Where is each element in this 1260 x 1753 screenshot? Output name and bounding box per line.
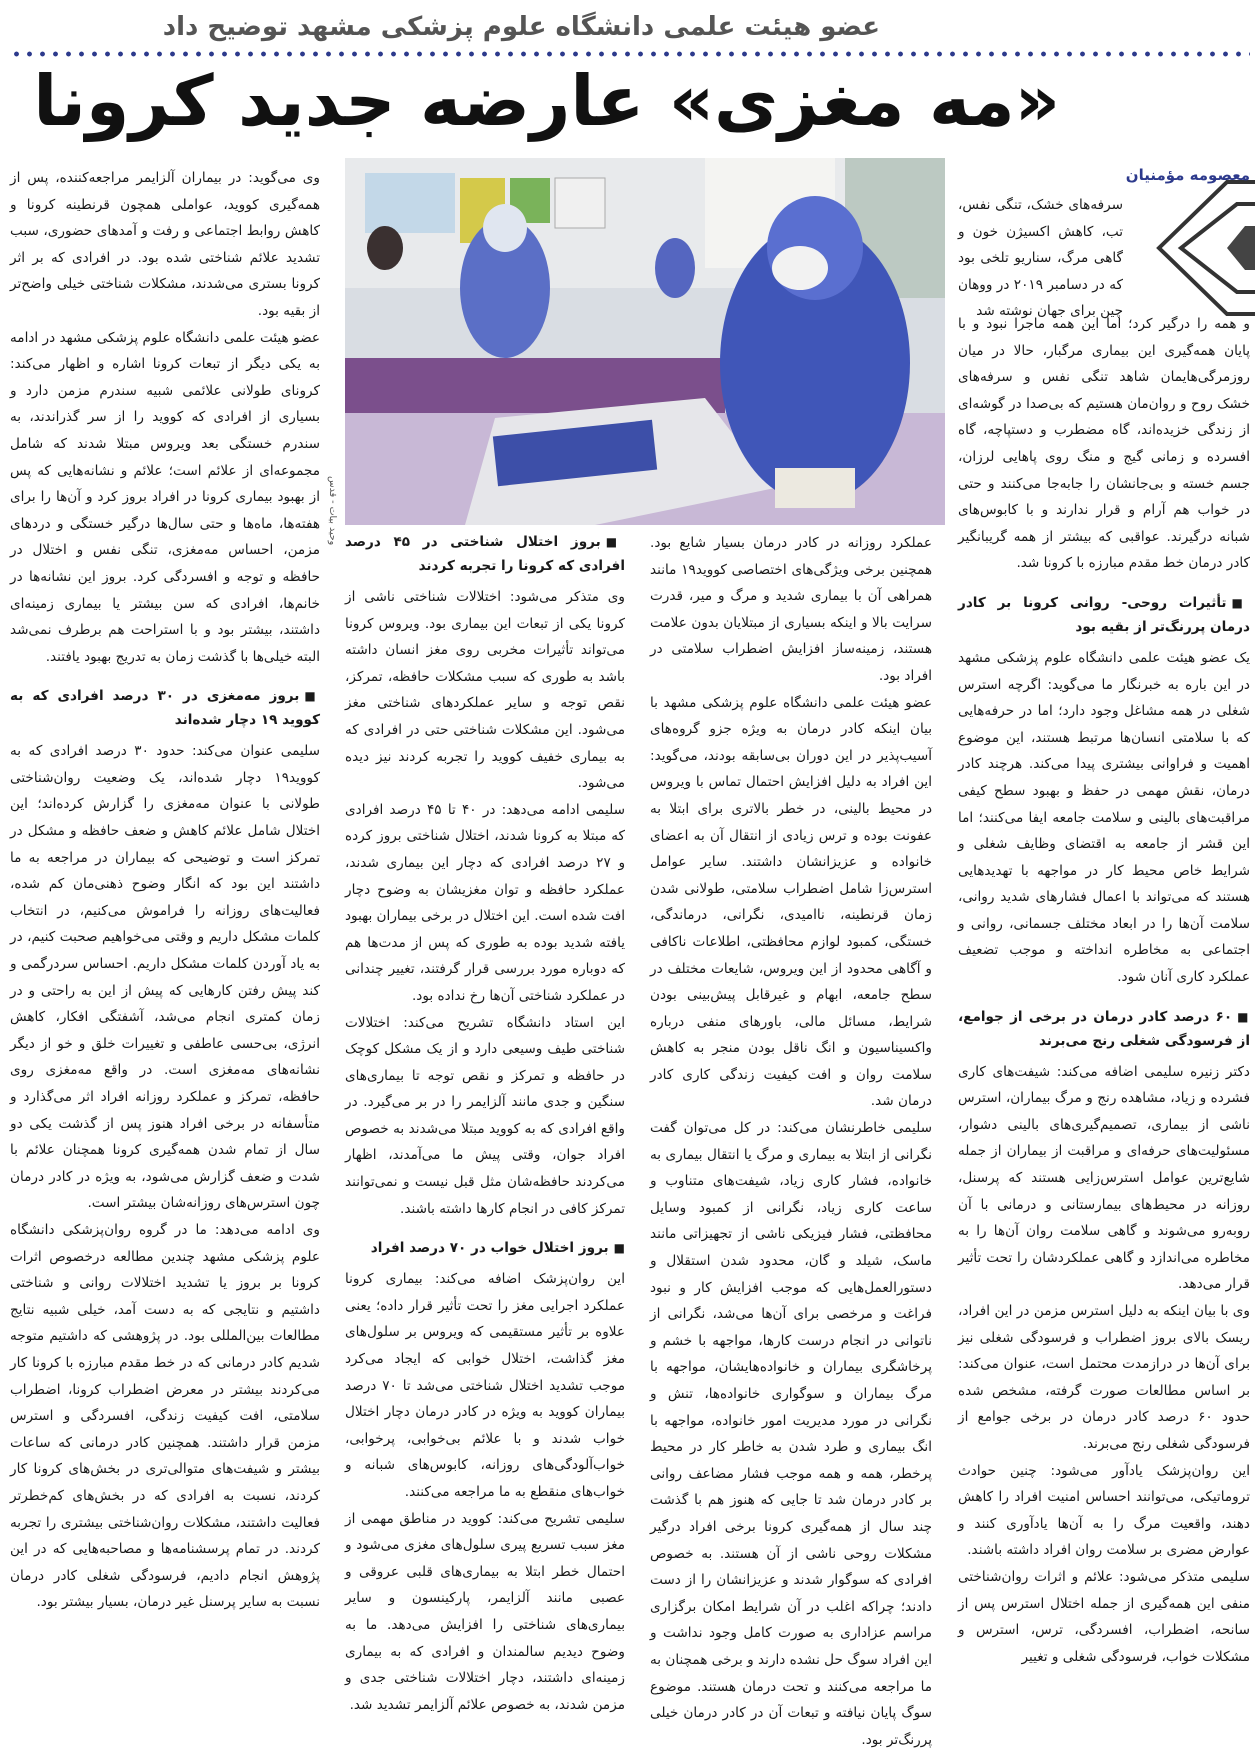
subheading: ■ ۶۰ درصد کادر درمان در برخی از جوامع، از فرسودگی شغلی رنج می‌برند [958, 1005, 1250, 1053]
paragraph: و همه را درگیر کرد؛ اما این همه ماجرا نبود و با پایان همه‌گیری این بیماری مرگبار، حالا در میان روزمرگی‌هایمان شاهد تنگی نفس و سرفه‌های خشک روح و روان‌مان هستیم که بی‌صدا در گوشه‌ای از زندگی خزیده‌اند، گاه مضطرب و دستپاچه، گاه افسرده و زمانی گیج و منگ روی پاهایی لرزان، جسم خسته و بی‌جانشان را جابه‌جا می‌کنند و حتی در خواب هم آرام و قرار ندارند و با کابوس‌های شبانه درگیرند. عواقبی که بیشتر از همه گریبانگیر کادر درمان خط مقدم مبارزه با کرونا شد. [958, 316, 1250, 572]
lead-text: سرفه‌های خشک، تنگی نفس، تب، کاهش اکسیژن خون و گاهی مرگ، سناریو تلخی بود که در دسامبر ۲۰۱۹ در ووهان چین برای جهان نوشته شد [958, 197, 1123, 320]
paragraph: یک عضو هیئت علمی دانشگاه علوم پزشکی مشهد در این باره به خبرنگار ما می‌گوید: اگرچه استرس شغلی در همه مشاغل وجود دارد؛ اما در حرفه‌هایی که با سلامتی انسان‌ها مرتبط هستند، این موضوع اهمیت و فراوانی بیشتری پیدا می‌کند. هرچند کادر درمان، نقش مهمی در حفظ و بهبود سطح کیفی مراقبت‌های بالینی و سلامت جامعه ایفا می‌کنند؛ اما این قشر از جامعه به اقتضای وظایف شغلی و شرایط خاص محیط کار در مواجهه با تهدیدهایی هستند که می‌تواند با اعمال فشارهای شدید روانی، سلامت آن‌ها را در ابعاد مختلف جسمانی، روانی و اجتماعی به مخاطره انداخته و موجب تضعیف عملکرد کاری آنان شود. [958, 649, 1250, 986]
paragraph: وی با بیان اینکه به دلیل استرس مزمن در این افراد، ریسک بالای بروز اضطراب و فرسودگی شغلی نیز برای آن‌ها در درازمدت محتمل است، عنوان می‌کند: بر اساس مطالعات صورت گرفته، مشخص شده حدود ۶۰ درصد کادر درمان در برخی جوامع از فرسودگی شغلی رنج می‌برند. [958, 1303, 1250, 1452]
column-2 [650, 530, 933, 1748]
paragraph: وی می‌گوید: در بیماران آلزایمر مراجعه‌کننده، پس از همه‌گیری کووید، عواملی همچون قرنطینه کرونا و کاهش روابط اجتماعی و رفت و آمدهای حضوری، سبب تشدید علائم شناختی شده بود. در افرادی که بر اثر کرونا بستری می‌شدند، مشکلات شناختی خیلی واضح‌تر از بقیه بود. [10, 170, 320, 319]
paragraph: عضو هیئت علمی دانشگاه علوم پزشکی مشهد با بیان اینکه کادر درمان به ویژه جزو گروه‌های آسیب‌پذیر در این دوران بی‌سابقه بودند، می‌گوید: این افراد به دلیل افزایش احتمال تماس با ویروس در محیط بالینی، در خطر بالاتری برای ابتلا به عفونت بوده و ترس زیادی از انتقال آن به اعضای خانواده و عزیزانشان داشتند. سایر عوامل استرس‌زا شامل اضطراب سلامتی، طولانی شدن زمان قرنطینه، ناامیدی، نگرانی، درماندگی، خستگی، کمبود لوازم محافظتی، اطلاعات ناکافی و آگاهی محدود از این ویروس، شایعات مختلف در سطح جامعه، ابهام و غیرقابل پیش‌بینی بودن شرایط، مسائل مالی، باورهای منفی درباره واکسیناسیون و انگ ناقل بودن منجر به کاهش سلامت روان و افت کیفیت زندگی کاری کادر درمان شد. [650, 694, 932, 1110]
paragraph: سلیمی ادامه می‌دهد: در ۴۰ تا ۴۵ درصد افرادی که مبتلا به کرونا شدند، اختلال شناختی بروز کرده و ۲۷ درصد افرادی که دچار این بیماری شدند، عملکرد حافظه و توان مغزیشان به وضوح دچار افت شده است. این اختلال در برخی بیماران بهبود یافته شدید بوده به طوری که پس از مدت‌ها هم که دوباره مورد بررسی قرار گرفتند، تغییر چندانی در عملکرد شناختی آن‌ها رخ نداده بود. [345, 801, 626, 1004]
paragraph: سلیمی تشریح می‌کند: کووید در مناطق مهمی از مغز سبب تسریع پیری سلول‌های مغزی می‌شود و احتمال خطر ابتلا به بیماری‌های قلبی عروقی و عصبی مانند آلزایمر، پارکینسون و سایر بیماری‌های شناختی را افزایش می‌دهد. ما به وضوح دیدیم سالمندان و افرادی که به بیماری زمینه‌ای داشتند، دچار اختلالات شناختی جدی و مزمن شدند، به خصوص علائم آلزایمر تشدید شد. [345, 1510, 625, 1713]
hospital-nurses-photo [345, 158, 945, 525]
kicker: عضو هیئت علمی دانشگاه علوم پزشکی مشهد توضیح داد [162, 12, 880, 42]
paragraph: این روان‌پزشک یادآور می‌شود: چنین حوادث تروماتیکی، می‌توانند احساس امنیت افراد را کاهش دهند، واقعیت مرگ را به آن‌ها یادآوری کنند و عوارض مضری بر سلامت روان افراد داشته باشند. [958, 1462, 1250, 1559]
paragraph: این استاد دانشگاه تشریح می‌کند: اختلالات شناختی طیف وسیعی دارد و از یک مشکل کوچک در حافظه و تمرکز و نقص توجه تا بیماری‌های سنگین و جدی مانند آلزایمر را در بر می‌گیرد. در واقع افرادی که به کووید مبتلا می‌شدند به خصوص افراد جوان، وقتی پیش ما می‌آمدند، اظهار می‌کردند حافظه‌شان مثل قبل نیست و نمی‌توانند تمرکز کافی در انجام کارها داشته باشند. [345, 1014, 625, 1217]
column-4 [10, 165, 320, 1713]
subheading: ■ بروز مه‌مغزی در ۳۰ درصد افرادی که به کووید ۱۹ دچار شده‌اند [10, 684, 320, 732]
author-byline: معصومه مؤمنیان [1125, 166, 1250, 184]
paragraph: عضو هیئت علمی دانشگاه علوم پزشکی مشهد در ادامه به یکی دیگر از تبعات کرونا اشاره و اظهار می‌کند: کرونای طولانی علائمی شبیه سندرم مزمن دارد و بسیاری از افرادی که کووید را از سر گذراندند، به سندرم خستگی بعد ویروس مبتلا شدند که شامل مجموعه‌ای از علائم است؛ علائم و نشانه‌هایی که پس از بهبود بیماری کرونا در افراد بروز کرد و آن‌ها را برای هفته‌ها، ماه‌ها و حتی سال‌ها درگیر خستگی و دردهای مزمن، احساس مه‌مغزی، تنگی نفس و اختلال در حافظه و توجه و افسردگی کرد. بروز این نشانه‌ها در خانم‌ها، افرادی که سن بیشتر یا بیماری زمینه‌ای داشتند، بیشتر بود و با استراحت هم برطرف نمی‌شد البته خیلی‌ها با گذشت زمان به تدریج بهبود یافتند. [10, 329, 320, 665]
headline: «مه مغزی» عارضه جدید کرونا [33, 60, 1060, 142]
subheading: ■ بروز اختلال شناختی در ۴۵ درصد افرادی که کرونا را تجربه کردند [345, 530, 625, 578]
paragraph: سلیمی خاطرنشان می‌کند: در کل می‌توان گفت نگرانی از ابتلا به بیماری و مرگ یا انتقال بیماری به خانواده، فشار کاری زیاد، شیفت‌های متناوب و ساعت کاری زیاد، نگرانی از کمبود وسایل محافظتی، فشار فیزیکی ناشی از تجهیزاتی مانند ماسک، شیلد و گان، محدود شدن استقلال و دستورالعمل‌هایی که موجب افزایش کار و نبود فراغت و مرخصی برای آن‌ها می‌شد، نگرانی از ناتوانی در انجام درست کارها، مواجهه با خشم و پرخاشگری بیماران و خانواده‌هایشان، مواجهه با مرگ بیماران و سوگواری خانواده‌ها، تنش و نگرانی در مورد مدیریت امور خانواده، مواجهه با انگ بیماری و طرد شدن به خاطر کار در محیط پرخطر، همه و همه موجب فشار مضاعف روانی بر کادر درمان شد تا جایی که هنوز هم با گذشت چند سال از همه‌گیری کرونا برخی افراد درگیر مشکلات روحی ناشی از آن هستند. به خصوص افرادی که سوگوار شدند و عزیزانشان را از دست دادند؛ چراکه اغلب در آن شرایط امکان برگزاری مراسم عزاداری به صورت کامل وجود نداشت و این افراد سوگ حل نشده دارند و برخی همچنان به ما مراجعه می‌کنند و تحت درمان هستند. موضوع سوگ پایان نیافته و تبعات آن در کادر درمان خیلی پررنگ‌تر بود. [650, 1120, 932, 1748]
photo-credit: وحید بیات - قدس [327, 475, 338, 545]
subheading: ■ بروز اختلال خواب در ۷۰ درصد افراد [345, 1236, 625, 1260]
paragraph: عملکرد روزانه در کادر درمان بسیار شایع بود. همچنین برخی ویژگی‌های اختصاصی کووید۱۹ مانند همراهی آن با بیماری شدید و مرگ و میر، قدرت سرایت بالا و اینکه بسیاری از مبتلایان بدون علامت هستند، زمینه‌ساز افزایش اضطراب سلامتی در افراد بود. [650, 535, 933, 684]
column-1 [958, 311, 1250, 1713]
paragraph: وی ادامه می‌دهد: ما در گروه روان‌پزشکی دانشگاه علوم پزشکی مشهد چندین مطالعه درخصوص اثرات کرونا بر بروز یا تشدید اختلالات روانی و شناختی داشتیم و نتایجی که به دست آمد، خیلی شبیه نتایج مطالعات بین‌المللی بود. در پژوهشی که داشتیم متوجه شدیم کادر درمانی که در خط مقدم مبارزه با کرونا کار می‌کردند بیشتر در معرض اضطراب کرونا، اضطراب سلامتی، افت کیفیت زندگی، افسردگی و استرس مزمن قرار داشتند. همچنین کادر درمانی که ساعات بیشتر و شیفت‌های متوالی‌تری در بخش‌های کرونا کار کردند، نسبت به افرادی که در بخش‌های کم‌خطرتر فعالیت داشتند، مشکلات روان‌شناختی بیشتری را تجربه کردند. در تمام پرسشنامه‌ها و مصاحبه‌هایی که در این پژوهش انجام دادیم، فرسودگی شغلی کادر درمان نسبت به سایر پرسنل غیر درمان، بسیار بیشتر بود. [10, 1221, 320, 1611]
subheading: ■ تأثیرات روحی- روانی کرونا بر کادر درمان پررنگ‌تر از بقیه بود [958, 591, 1250, 639]
paragraph: وی متذکر می‌شود: اختلالات شناختی ناشی از کرونا یکی از تبعات این بیماری بود. ویروس کرونا می‌تواند تأثیرات مخربی روی مغز انسان داشته باشد به طوری که سبب مشکلات حافظه، تمرکز، نقص توجه و سایر عملکردهای شناختی مغز می‌شود. این مشکلات شناختی حتی در افرادی که به بیماری خفیف کووید را تجربه کردند نیز دیده می‌شود. [345, 589, 625, 792]
paragraph: این روان‌پزشک اضافه می‌کند: بیماری کرونا عملکرد اجرایی مغز را تحت تأثیر قرار داده؛ یعنی علاوه بر تأثیر مستقیمی که ویروس بر سلول‌های مغز گذاشت، اختلال خوابی که ایجاد می‌کرد موجب تشدید اختلال شناختی می‌شد تا ۷۰ درصد بیماران کووید به ویژه در کادر درمان دچار اختلال خواب شدند و با علائم بی‌خوابی، پرخوابی، خواب‌آلودگی‌های روزانه، کابوس‌های شبانه و خواب‌های منقطع به ما مراجعه می‌کنند. [345, 1271, 626, 1500]
chevron-ornament-icon [1145, 178, 1255, 318]
column-3 [345, 530, 625, 1713]
dotted-divider [10, 51, 1250, 57]
paragraph: دکتر زنیره سلیمی اضافه می‌کند: شیفت‌های کاری فشرده و زیاد، مشاهده رنج و مرگ بیماران، استرس ناشی از بیماری، تصمیم‌گیری‌های بالینی دشوار، مسئولیت‌های حرفه‌ای و مراقبت از بیماران از جمله شایع‌ترین عوامل استرس‌زایی هستند که پرسنل، روزانه در محیط‌های بیمارستانی و درمانی با آن روبه‌رو می‌شوند و گاهی سلامت روان آن‌ها را به مخاطره می‌اندازد و گاهی عملکردشان را تحت تأثیر قرار می‌دهد. [958, 1063, 1250, 1293]
paragraph: سلیمی عنوان می‌کند: حدود ۳۰ درصد افرادی که به کووید۱۹ دچار شده‌اند، یک وضعیت روان‌شناختی طولانی با عنوان مه‌مغزی را گزارش کرده‌اند؛ این اختلال شامل علائم کاهش و ضعف حافظه و مشکل در تمرکز است و توضیحی که بیماران در مراجعه به ما داشتند این بود که انگار وضوح ذهنی‌مان کم شده، فعالیت‌های روزانه را فراموش می‌کنیم، در انتخاب کلمات مشکل داریم و وقتی می‌خواهیم صحبت کنیم، در به یاد آوردن کلمات مشکل داریم. احساس سردرگمی و کند پیش رفتن کارهایی که پیش از این به راحتی و در زمان کمتری انجام می‌شد، آشفتگی افکار، کاهش انرژی، بی‌حسی عاطفی و تغییرات خلق و خو از دیگر نشانه‌های مه‌مغزی است. در واقع مه‌مغزی روی حافظه، تمرکز و عملکرد روزانه افراد اثر می‌گذارد و متأسفانه در برخی افراد هنوز پس از گذشت یکی دو سال از تمام شدن همه‌گیری کرونا همچنان علائم با شدت و ضعف گزارش می‌شود، به ویژه در کادر درمان چون استرس‌های روزانه‌شان بیشتر است. [10, 743, 320, 1212]
paragraph: سلیمی متذکر می‌شود: علائم و اثرات روان‌شناختی منفی این همه‌گیری از جمله اختلال استرس پس از سانحه، اضطراب، افسردگی، ترس، استرس و مشکلات خواب، فرسودگی شغلی و تغییر [958, 1568, 1250, 1665]
